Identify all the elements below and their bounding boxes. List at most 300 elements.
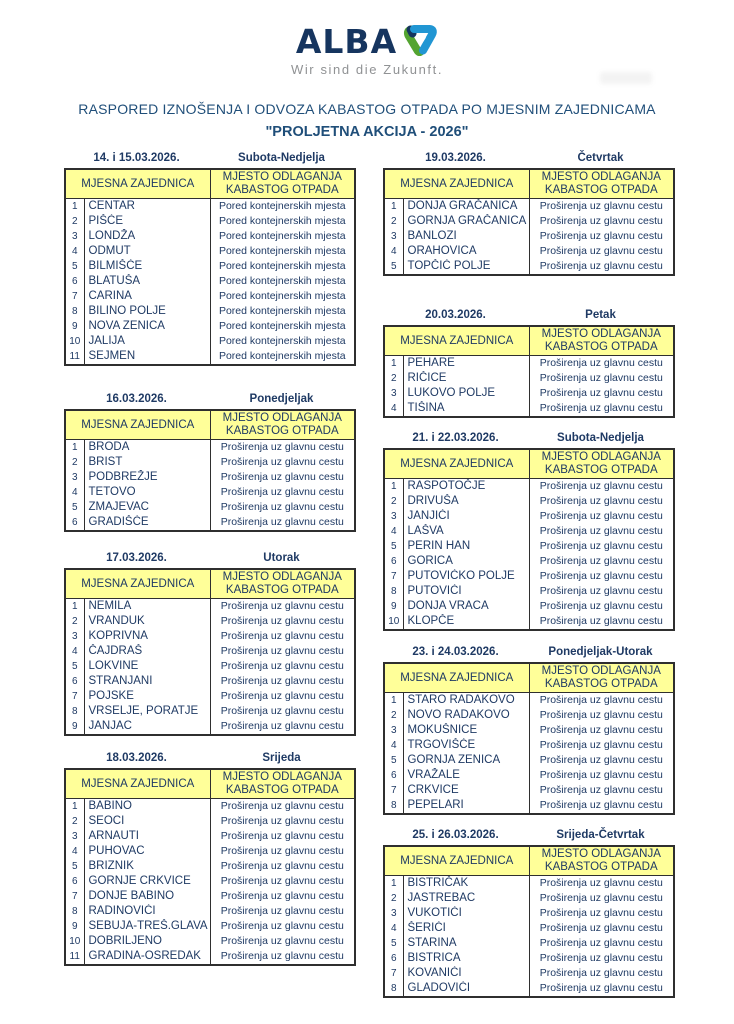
table-caption (383, 828, 673, 843)
table-row (384, 356, 674, 372)
row-disposal-place: Proširenja uz glavnu cestu (220, 830, 344, 842)
row-community-name: DONJA GRAČANICA (403, 199, 529, 215)
table-day: Petak (585, 309, 616, 321)
row-disposal-place: Proširenja uz glavnu cestu (220, 905, 344, 917)
row-number: 6 (384, 951, 403, 966)
table-row (65, 470, 355, 485)
table-row (65, 349, 355, 365)
row-community-name: PUTOVIĆI (403, 584, 529, 599)
row-disposal-place: Proširenja uz glavnu cestu (539, 754, 663, 766)
table-caption (64, 751, 354, 766)
row-number: 8 (384, 584, 403, 599)
schedule-grid (64, 409, 356, 532)
table-day: Utorak (263, 552, 300, 564)
row-disposal-place: Proširenja uz glavnu cestu (220, 675, 344, 687)
row-community-name: GORNJA ZENICA (403, 753, 529, 768)
row-disposal-place: Proširenja uz glavnu cestu (220, 660, 344, 672)
schedule-grid (64, 568, 356, 736)
header-mjesna-zajednica: MJESNA ZAJEDNICA (384, 846, 529, 876)
header-mjesto-line2: KABASTOG OTPADA (544, 464, 658, 476)
header-mjesna-zajednica: MJESNA ZAJEDNICA (65, 169, 210, 199)
row-disposal-place: Proširenja uz glavnu cestu (539, 922, 663, 934)
header-mjesto-line2: KABASTOG OTPADA (225, 584, 339, 596)
row-community-name: JALIJA (84, 334, 210, 349)
column-left (64, 151, 354, 966)
schedule-table (383, 151, 673, 276)
table-row (65, 934, 355, 949)
header-mjesto-odlaganja (529, 169, 674, 199)
table-row (384, 708, 674, 723)
row-number: 6 (65, 674, 84, 689)
row-community-name: PEHARE (403, 356, 529, 372)
row-disposal-place: Proširenja uz glavnu cestu (539, 907, 663, 919)
row-number: 2 (65, 455, 84, 470)
row-disposal-place: Proširenja uz glavnu cestu (539, 694, 663, 706)
row-community-name: PERIN HAN (403, 539, 529, 554)
row-number: 7 (65, 289, 84, 304)
row-disposal-place: Proširenja uz glavnu cestu (220, 690, 344, 702)
table-row (65, 659, 355, 674)
row-disposal-place: Proširenja uz glavnu cestu (220, 890, 344, 902)
row-disposal-place: Proširenja uz glavnu cestu (539, 525, 663, 537)
table-row (384, 229, 674, 244)
table-day: Četvrtak (577, 152, 624, 164)
row-disposal-place: Proširenja uz glavnu cestu (220, 705, 344, 717)
table-row (384, 951, 674, 966)
row-community-name: TIŠINA (403, 401, 529, 417)
row-disposal-place: Proširenja uz glavnu cestu (220, 615, 344, 627)
table-row (65, 500, 355, 515)
row-number: 8 (65, 904, 84, 919)
row-number: 5 (384, 936, 403, 951)
row-community-name: CRKVICE (403, 783, 529, 798)
row-disposal-place: Proširenja uz glavnu cestu (539, 260, 663, 272)
row-community-name: PODBREŽJE (84, 470, 210, 485)
table-row (384, 798, 674, 814)
header-mjesto-line2: KABASTOG OTPADA (544, 341, 658, 353)
table-row (384, 386, 674, 401)
schedule-table (64, 751, 354, 966)
table-row (384, 479, 674, 495)
table-row (384, 599, 674, 614)
row-number: 4 (65, 644, 84, 659)
table-row (384, 539, 674, 554)
row-disposal-place: Proširenja uz glavnu cestu (539, 387, 663, 399)
row-disposal-place: Pored kontejnerskih mjesta (218, 275, 346, 287)
row-community-name: TOPČIĆ POLJE (403, 259, 529, 275)
table-date: 18.03.2026. (106, 752, 167, 764)
row-disposal-place: Proširenja uz glavnu cestu (539, 724, 663, 736)
row-disposal-place: Proširenja uz glavnu cestu (220, 630, 344, 642)
row-number: 4 (65, 244, 84, 259)
table-row (384, 936, 674, 951)
row-disposal-place: Proširenja uz glavnu cestu (220, 720, 344, 732)
row-disposal-place: Proširenja uz glavnu cestu (220, 800, 344, 812)
row-number: 7 (65, 889, 84, 904)
table-row (384, 768, 674, 783)
row-community-name: BRIZNIK (84, 859, 210, 874)
header-mjesto-line2: KABASTOG OTPADA (225, 184, 339, 196)
table-date: 14. i 15.03.2026. (93, 152, 180, 164)
table-caption (383, 645, 673, 660)
row-community-name: KLOPČE (403, 614, 529, 630)
row-community-name: KOPRIVNA (84, 629, 210, 644)
row-disposal-place: Proširenja uz glavnu cestu (539, 784, 663, 796)
row-number: 9 (384, 599, 403, 614)
table-row (65, 259, 355, 274)
row-community-name: ODMUT (84, 244, 210, 259)
row-number: 10 (65, 934, 84, 949)
table-row (65, 244, 355, 259)
header-mjesto-line1: MJESTO ODLAGANJA (541, 665, 661, 677)
table-row (384, 891, 674, 906)
header-mjesto-line1: MJESTO ODLAGANJA (222, 771, 342, 783)
row-disposal-place: Proširenja uz glavnu cestu (220, 471, 344, 483)
row-number: 2 (65, 214, 84, 229)
row-disposal-place: Proširenja uz glavnu cestu (539, 480, 663, 492)
row-community-name: BLATUŠA (84, 274, 210, 289)
row-community-name: DOBRILJENO (84, 934, 210, 949)
row-community-name: DRIVUŠA (403, 494, 529, 509)
row-community-name: PEPELARI (403, 798, 529, 814)
table-day: Ponedjeljak (249, 393, 314, 405)
row-community-name: BRIST (84, 455, 210, 470)
page-title: RASPORED IZNOŠENJA I ODVOZA KABASTOG OTPADA PO MJESNIM ZAJEDNICAMA (78, 101, 656, 117)
table-row (65, 859, 355, 874)
schedule-grid (64, 168, 356, 366)
row-community-name: JANJIĆI (403, 509, 529, 524)
row-disposal-place: Proširenja uz glavnu cestu (220, 815, 344, 827)
table-row (65, 829, 355, 844)
row-number: 2 (384, 371, 403, 386)
row-disposal-place: Pored kontejnerskih mjesta (218, 215, 346, 227)
row-number: 3 (384, 723, 403, 738)
row-disposal-place: Proširenja uz glavnu cestu (539, 937, 663, 949)
row-disposal-place: Proširenja uz glavnu cestu (539, 402, 663, 414)
table-row (65, 515, 355, 531)
row-number: 3 (65, 829, 84, 844)
row-community-name: ČAJDRAŠ (84, 644, 210, 659)
schedule-grid (383, 662, 675, 815)
table-row (384, 401, 674, 417)
table-row (384, 921, 674, 936)
alba-logo-text: ALBA (295, 22, 398, 61)
row-number: 9 (65, 319, 84, 334)
row-community-name: ORAHOVICA (403, 244, 529, 259)
row-community-name: BILINO POLJE (84, 304, 210, 319)
table-row (384, 371, 674, 386)
header-mjesto-odlaganja (210, 569, 355, 599)
row-community-name: LOKVINE (84, 659, 210, 674)
row-disposal-place: Pored kontejnerskih mjesta (218, 230, 346, 242)
row-disposal-place: Proširenja uz glavnu cestu (220, 920, 344, 932)
row-disposal-place: Proširenja uz glavnu cestu (539, 245, 663, 257)
table-row (65, 274, 355, 289)
table-row (384, 693, 674, 709)
header-mjesto-line1: MJESTO ODLAGANJA (541, 848, 661, 860)
row-disposal-place: Pored kontejnerskih mjesta (218, 245, 346, 257)
table-row (65, 304, 355, 319)
row-disposal-place: Proširenja uz glavnu cestu (220, 600, 344, 612)
scan-artifact (600, 72, 652, 84)
header-mjesna-zajednica: MJESNA ZAJEDNICA (65, 769, 210, 799)
table-row (384, 259, 674, 275)
header-mjesna-zajednica: MJESNA ZAJEDNICA (65, 569, 210, 599)
row-number: 2 (384, 891, 403, 906)
header-mjesto-odlaganja (529, 326, 674, 356)
row-community-name: GRADINA-OSREDAK (84, 949, 210, 965)
table-row (65, 919, 355, 934)
table-date: 23. i 24.03.2026. (412, 646, 499, 658)
row-number: 3 (384, 509, 403, 524)
row-disposal-place: Proširenja uz glavnu cestu (539, 739, 663, 751)
row-number: 1 (384, 199, 403, 215)
row-number: 3 (65, 229, 84, 244)
row-community-name: NOVO RADAKOVO (403, 708, 529, 723)
row-community-name: ZMAJEVAC (84, 500, 210, 515)
header-mjesto-line2: KABASTOG OTPADA (544, 861, 658, 873)
row-community-name: LUKOVO POLJE (403, 386, 529, 401)
row-community-name: GRADIŠĆE (84, 515, 210, 531)
table-row (384, 906, 674, 921)
row-number: 5 (65, 500, 84, 515)
table-row (384, 569, 674, 584)
table-day: Srijeda (262, 752, 301, 764)
row-number: 2 (65, 614, 84, 629)
table-caption (383, 151, 673, 166)
row-disposal-place: Proširenja uz glavnu cestu (539, 372, 663, 384)
row-disposal-place: Proširenja uz glavnu cestu (220, 516, 344, 528)
table-row (65, 644, 355, 659)
table-day: Srijeda-Četvrtak (556, 829, 645, 841)
row-community-name: GLADOVIĆI (403, 981, 529, 997)
table-row (65, 704, 355, 719)
table-row (65, 334, 355, 349)
row-disposal-place: Proširenja uz glavnu cestu (539, 540, 663, 552)
table-row (384, 494, 674, 509)
row-number: 2 (65, 814, 84, 829)
row-community-name: LAŠVA (403, 524, 529, 539)
row-community-name: PUHOVAC (84, 844, 210, 859)
row-community-name: CENTAR (84, 199, 210, 215)
table-row (65, 229, 355, 244)
row-disposal-place: Pored kontejnerskih mjesta (218, 260, 346, 272)
header-mjesto-line1: MJESTO ODLAGANJA (541, 171, 661, 183)
row-number: 4 (384, 244, 403, 259)
row-number: 3 (384, 386, 403, 401)
row-community-name: VRSELJE, PORATJE (84, 704, 210, 719)
table-row (384, 199, 674, 215)
table-date: 17.03.2026. (106, 552, 167, 564)
header-mjesto-line1: MJESTO ODLAGANJA (222, 571, 342, 583)
table-row (384, 244, 674, 259)
table-row (65, 199, 355, 215)
header-mjesto-odlaganja (529, 846, 674, 876)
alba-triangle-icon (402, 24, 438, 61)
table-date: 16.03.2026. (106, 393, 167, 405)
row-community-name: GORICA (403, 554, 529, 569)
row-community-name: BISTRIČAK (403, 876, 529, 892)
row-number: 5 (65, 859, 84, 874)
table-row (65, 814, 355, 829)
table-row (65, 689, 355, 704)
row-number: 1 (384, 876, 403, 892)
row-number: 7 (384, 966, 403, 981)
table-row (384, 738, 674, 753)
table-row (65, 440, 355, 456)
table-row (65, 599, 355, 615)
header-mjesto-line1: MJESTO ODLAGANJA (541, 328, 661, 340)
schedule-grid (383, 845, 675, 998)
header-mjesto-line1: MJESTO ODLAGANJA (222, 171, 342, 183)
row-disposal-place: Proširenja uz glavnu cestu (539, 585, 663, 597)
row-number: 6 (65, 515, 84, 531)
row-disposal-place: Proširenja uz glavnu cestu (220, 860, 344, 872)
row-community-name: JASTREBAC (403, 891, 529, 906)
row-disposal-place: Proširenja uz glavnu cestu (539, 892, 663, 904)
row-disposal-place: Proširenja uz glavnu cestu (539, 769, 663, 781)
table-row (384, 723, 674, 738)
row-community-name: BANLOZI (403, 229, 529, 244)
row-disposal-place: Proširenja uz glavnu cestu (539, 967, 663, 979)
row-disposal-place: Pored kontejnerskih mjesta (218, 305, 346, 317)
row-community-name: JANJAC (84, 719, 210, 735)
row-number: 9 (65, 919, 84, 934)
row-community-name: PUTOVIĆKO POLJE (403, 569, 529, 584)
row-disposal-place: Proširenja uz glavnu cestu (539, 510, 663, 522)
row-community-name: GORNJA GRAČANICA (403, 214, 529, 229)
schedule-table (383, 645, 673, 815)
table-row (384, 509, 674, 524)
row-community-name: SEJMEN (84, 349, 210, 365)
row-community-name: TETOVO (84, 485, 210, 500)
table-row (65, 719, 355, 735)
row-community-name: BISTRICA (403, 951, 529, 966)
table-row (384, 584, 674, 599)
schedule-grid (64, 768, 356, 966)
row-disposal-place: Proširenja uz glavnu cestu (539, 952, 663, 964)
row-community-name: RIČICE (403, 371, 529, 386)
logo-tagline: Wir sind die Zukunft. (290, 62, 444, 77)
row-number: 5 (65, 659, 84, 674)
row-number: 4 (384, 524, 403, 539)
row-number: 1 (65, 440, 84, 456)
table-row (65, 614, 355, 629)
row-disposal-place: Proširenja uz glavnu cestu (539, 215, 663, 227)
row-disposal-place: Proširenja uz glavnu cestu (220, 441, 344, 453)
row-community-name: BABINO (84, 799, 210, 815)
row-number: 4 (384, 921, 403, 936)
row-disposal-place: Proširenja uz glavnu cestu (220, 950, 344, 962)
header-mjesto-line2: KABASTOG OTPADA (225, 425, 339, 437)
table-caption (383, 308, 673, 323)
row-number: 11 (65, 949, 84, 965)
table-row (65, 214, 355, 229)
logo (0, 22, 734, 77)
row-community-name: DONJA VRACA (403, 599, 529, 614)
table-row (65, 455, 355, 470)
row-disposal-place: Proširenja uz glavnu cestu (220, 486, 344, 498)
table-date: 21. i 22.03.2026. (412, 432, 499, 444)
row-number: 6 (384, 768, 403, 783)
row-disposal-place: Pored kontejnerskih mjesta (218, 350, 346, 362)
table-row (65, 844, 355, 859)
row-community-name: BILMIŠĆE (84, 259, 210, 274)
row-disposal-place: Pored kontejnerskih mjesta (218, 335, 346, 347)
header-mjesna-zajednica: MJESNA ZAJEDNICA (384, 169, 529, 199)
row-community-name: SEOCI (84, 814, 210, 829)
row-community-name: CARINA (84, 289, 210, 304)
table-row (384, 554, 674, 569)
row-number: 8 (65, 304, 84, 319)
table-row (65, 485, 355, 500)
table-row (65, 904, 355, 919)
row-disposal-place: Proširenja uz glavnu cestu (539, 570, 663, 582)
table-day: Ponedjeljak-Utorak (548, 646, 653, 658)
row-number: 4 (384, 401, 403, 417)
row-number: 1 (65, 799, 84, 815)
row-community-name: GORNJE CRKVICE (84, 874, 210, 889)
row-number: 3 (65, 470, 84, 485)
header-mjesto-odlaganja (210, 769, 355, 799)
header-mjesto-odlaganja (529, 449, 674, 479)
row-disposal-place: Proširenja uz glavnu cestu (539, 555, 663, 567)
row-number: 10 (384, 614, 403, 630)
page-subtitle: "PROLJETNA AKCIJA - 2026" (265, 124, 469, 140)
table-row (65, 319, 355, 334)
row-number: 2 (384, 214, 403, 229)
header-mjesto-line1: MJESTO ODLAGANJA (541, 451, 661, 463)
table-row (384, 876, 674, 892)
row-number: 7 (384, 569, 403, 584)
header-mjesto-odlaganja (210, 169, 355, 199)
row-number: 4 (65, 844, 84, 859)
row-number: 2 (384, 494, 403, 509)
row-disposal-place: Pored kontejnerskih mjesta (218, 320, 346, 332)
row-number: 5 (384, 539, 403, 554)
row-community-name: LONDŽA (84, 229, 210, 244)
header-mjesto-line2: KABASTOG OTPADA (225, 784, 339, 796)
table-row (65, 949, 355, 965)
schedule-table (383, 431, 673, 631)
row-number: 1 (65, 599, 84, 615)
header-mjesto-line1: MJESTO ODLAGANJA (222, 412, 342, 424)
row-number: 10 (65, 334, 84, 349)
row-disposal-place: Proširenja uz glavnu cestu (539, 799, 663, 811)
table-row (65, 629, 355, 644)
row-number: 6 (384, 554, 403, 569)
row-disposal-place: Proširenja uz glavnu cestu (539, 877, 663, 889)
schedule-table (64, 392, 354, 532)
row-number: 4 (65, 485, 84, 500)
row-number: 6 (65, 274, 84, 289)
row-number: 8 (65, 704, 84, 719)
column-right (383, 151, 673, 998)
table-row (384, 524, 674, 539)
row-number: 5 (384, 753, 403, 768)
row-community-name: BRODA (84, 440, 210, 456)
row-disposal-place: Proširenja uz glavnu cestu (539, 230, 663, 242)
table-row (65, 674, 355, 689)
table-caption (383, 431, 673, 446)
row-community-name: DONJE BABINO (84, 889, 210, 904)
row-number: 1 (384, 693, 403, 709)
row-disposal-place: Proširenja uz glavnu cestu (539, 357, 663, 369)
row-community-name: STARINA (403, 936, 529, 951)
table-date: 19.03.2026. (425, 152, 486, 164)
row-community-name: ARNAUTI (84, 829, 210, 844)
header-mjesna-zajednica: MJESNA ZAJEDNICA (65, 410, 210, 440)
